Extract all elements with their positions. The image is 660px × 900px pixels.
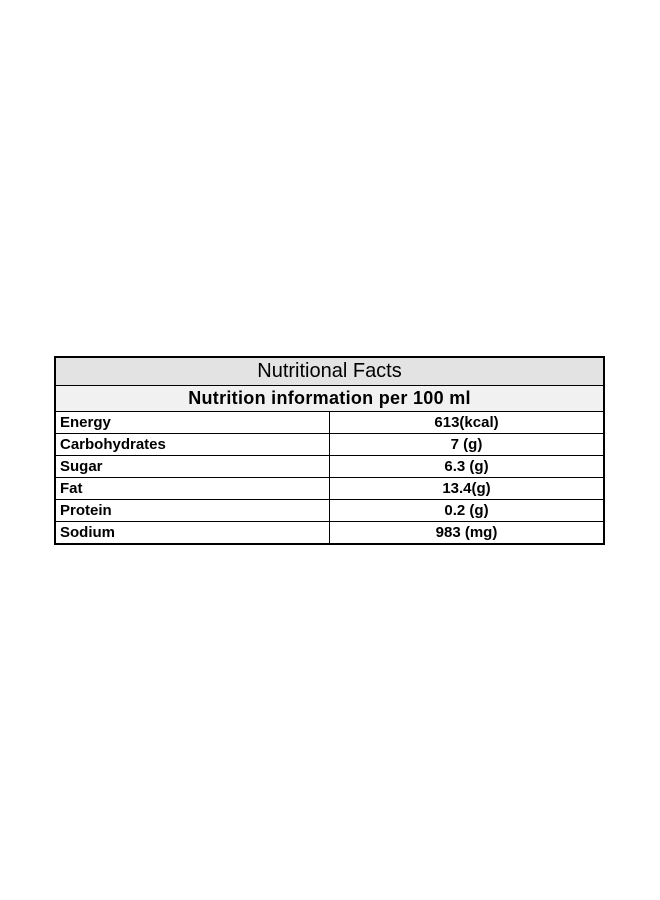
nutrient-name: Energy — [55, 412, 330, 434]
nutrient-name: Protein — [55, 500, 330, 522]
nutrient-value: 6.3 (g) — [330, 456, 605, 478]
table-subtitle: Nutrition information per 100 ml — [55, 386, 604, 412]
table-row-sodium — [55, 522, 604, 545]
nutrient-name: Sodium — [55, 522, 330, 545]
nutrient-value: 613(kcal) — [330, 412, 605, 434]
nutrient-value: 983 (mg) — [330, 522, 605, 545]
nutrient-value: 7 (g) — [330, 434, 605, 456]
table-row-carbohydrates — [55, 434, 604, 456]
nutrition-facts-table — [54, 356, 605, 545]
nutrient-name: Carbohydrates — [55, 434, 330, 456]
nutrient-value: 13.4(g) — [330, 478, 605, 500]
table-title: Nutritional Facts — [55, 357, 604, 386]
table-row-protein — [55, 500, 604, 522]
table-row-fat — [55, 478, 604, 500]
table-title-row — [55, 357, 604, 386]
nutrient-name: Fat — [55, 478, 330, 500]
nutrient-name: Sugar — [55, 456, 330, 478]
table-row-energy — [55, 412, 604, 434]
table-subtitle-row — [55, 386, 604, 412]
nutrient-value: 0.2 (g) — [330, 500, 605, 522]
table-row-sugar — [55, 456, 604, 478]
